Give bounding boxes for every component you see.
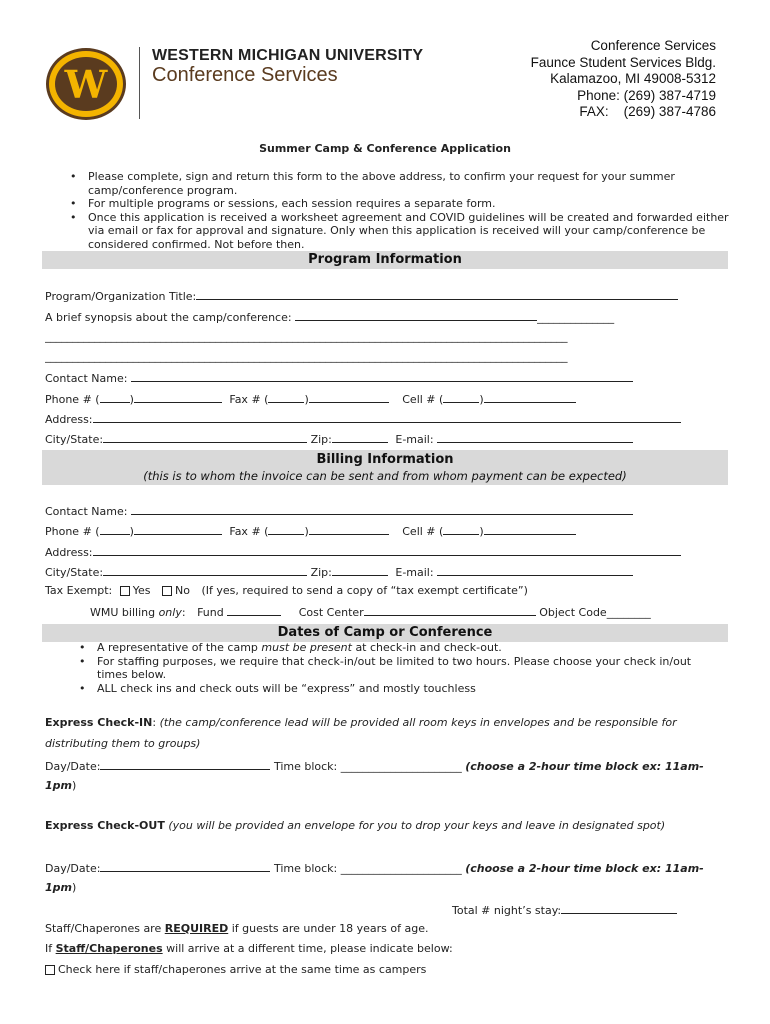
label: No: [175, 584, 190, 597]
text: must be present: [261, 641, 352, 654]
program-title-row: [45, 288, 678, 304]
label: Tax Exempt:: [45, 584, 113, 597]
paren: ): [479, 393, 484, 406]
billing-city-field[interactable]: [103, 564, 307, 576]
label: Zip:: [310, 566, 332, 579]
fund-field[interactable]: [227, 604, 281, 616]
wmu-logo: [46, 48, 126, 120]
paren: ): [72, 881, 77, 894]
tax-no-checkbox[interactable]: [162, 586, 172, 596]
billing-subheading: (this is to whom the invoice can be sent and from whom payment can be expected): [143, 469, 627, 483]
checkout-choose-2: [45, 881, 76, 895]
staff-text: Staff/Chaperones: [55, 942, 163, 955]
label: E-mail:: [395, 433, 434, 446]
object-code-field[interactable]: ________: [606, 606, 651, 619]
billing-fax-area[interactable]: [268, 523, 304, 535]
text: If: [45, 942, 53, 955]
label: Program/Organization Title:: [45, 290, 197, 303]
city-field[interactable]: [103, 431, 307, 443]
paren: ): [304, 525, 309, 538]
checkin-date-row: [45, 758, 704, 774]
checkout-date-row: [45, 860, 704, 876]
synopsis-line-3[interactable]: _______________________________________________________________________________________________: [45, 350, 568, 363]
checkout-label: Express Check-OUT: [45, 819, 165, 832]
checkout-date-field[interactable]: [100, 860, 270, 872]
tax-row: [45, 584, 528, 598]
staff-diff-row: [45, 942, 453, 956]
city-row: [45, 431, 633, 447]
intro-item: • Please complete, sign and return this form to the above address, to confirm your request for your summer camp/conference program.: [64, 170, 732, 197]
paren: ): [129, 393, 134, 406]
cell-field[interactable]: [484, 391, 576, 403]
cell-area-field[interactable]: [443, 391, 479, 403]
label: A brief synopsis about the camp/conference:: [45, 311, 292, 324]
phone-row: [45, 391, 576, 407]
form-title: Summer Camp & Conference Application: [259, 142, 511, 155]
fax-field[interactable]: [309, 391, 389, 403]
tax-yes-checkbox[interactable]: [120, 586, 130, 596]
billing-address-row: [45, 544, 681, 560]
paren: ): [479, 525, 484, 538]
label: Fund: [197, 606, 224, 619]
text: A representative of the camp: [97, 641, 258, 654]
mailing-address: [531, 38, 716, 121]
label: Cost Center: [298, 606, 364, 619]
staff-required-row: [45, 922, 428, 936]
checkin-note-2: distributing them to groups): [45, 737, 201, 750]
address-line: Faunce Student Services Bldg.: [530, 54, 716, 70]
billing-contact-row: [45, 503, 633, 519]
dept-name: Conference Services: [152, 64, 338, 86]
wmu-billing-row: [90, 604, 651, 620]
label: Address:: [45, 546, 93, 559]
address-field[interactable]: [93, 411, 681, 423]
dates-item: • For staffing purposes, we require that check-in/out be limited to two hours. Please choose your check in/out times below.: [73, 655, 713, 682]
address-line: Conference Services: [590, 38, 716, 53]
cost-center-field[interactable]: [364, 604, 536, 616]
contact-name-field[interactable]: [131, 370, 633, 382]
label: WMU billing: [90, 606, 156, 619]
label: Address:: [45, 413, 93, 426]
address-line: Kalamazoo, MI 49008-5312: [550, 71, 716, 86]
synopsis-row: [45, 309, 614, 325]
header-divider: [139, 47, 140, 119]
checkout-heading-row: [45, 819, 665, 833]
nights-row: [452, 902, 677, 918]
label: Fax # (: [229, 393, 269, 406]
billing-address-field[interactable]: [93, 544, 681, 556]
phone-area-field[interactable]: [100, 391, 130, 403]
address-row: [45, 411, 681, 427]
nights-field[interactable]: [561, 902, 677, 914]
fax-area-field[interactable]: [268, 391, 304, 403]
intro-item: • Once this application is received a worksheet agreement and COVID guidelines will be created and forwarded either via email or fax for approval and signature. Only when this application is received will your camp/conference be considered confirmed. Not before then.: [64, 211, 732, 252]
checkin-choose-2: [45, 779, 76, 793]
billing-heading: Billing Information: [316, 452, 454, 467]
label: Contact Name:: [45, 372, 128, 385]
checkin-label: Express Check-IN: [45, 716, 153, 729]
address-line: FAX: (269) 387-4786: [579, 104, 716, 119]
label: Phone # (: [45, 525, 100, 538]
paren: ): [72, 779, 77, 792]
billing-fax-field[interactable]: [309, 523, 389, 535]
billing-zip-field[interactable]: [332, 564, 388, 576]
contact-row: [45, 370, 633, 386]
label: Time block:: [273, 862, 338, 875]
checkout-note: (you will be provided an envelope for you to drop your keys and leave in designated spot): [168, 819, 666, 832]
billing-email-field[interactable]: [437, 564, 633, 576]
label: E-mail:: [395, 566, 434, 579]
logo-letter: W: [55, 57, 117, 111]
blank: ______________: [537, 311, 615, 324]
required-text: REQUIRED: [164, 922, 229, 935]
dates-heading: Dates of Camp or Conference: [42, 624, 728, 642]
label: Total # night’s stay:: [452, 904, 562, 917]
text: Staff/Chaperones are: [45, 922, 162, 935]
billing-cell-area[interactable]: [443, 523, 479, 535]
label: Day/Date:: [45, 862, 101, 875]
checkin-date-field[interactable]: [100, 758, 270, 770]
synopsis-line-2[interactable]: _______________________________________________________________________________________________: [45, 330, 568, 343]
label: Contact Name:: [45, 505, 128, 518]
billing-phone-area[interactable]: [100, 523, 130, 535]
label: City/State:: [45, 433, 104, 446]
program-heading: Program Information: [42, 251, 728, 269]
label: City/State:: [45, 566, 104, 579]
label: Object Code: [539, 606, 607, 619]
checkin-time-field[interactable]: ______________________: [340, 760, 462, 773]
label: only: [158, 606, 182, 619]
address-line: Phone: (269) 387-4719: [577, 87, 716, 103]
label: Cell # (: [402, 393, 444, 406]
label: Phone # (: [45, 393, 100, 406]
checkin-note: (the camp/conference lead will be provided all room keys in envelopes and be responsible for: [159, 716, 677, 729]
billing-city-row: [45, 564, 633, 580]
checkout-time-field[interactable]: ______________________: [340, 862, 462, 875]
label: Yes: [132, 584, 151, 597]
org-name: WESTERN MICHIGAN UNIVERSITY: [152, 47, 424, 64]
same-time-checkbox[interactable]: [45, 965, 55, 975]
billing-phone-field[interactable]: [134, 523, 222, 535]
paren: ): [304, 393, 309, 406]
billing-phone-row: [45, 523, 576, 539]
billing-cell-field[interactable]: [484, 523, 576, 535]
choose-note: (choose a 2-hour time block ex: 11am-: [465, 862, 704, 875]
colon: :: [152, 716, 157, 729]
label: :: [181, 606, 186, 619]
text: will arrive at a different time, please indicate below:: [166, 942, 453, 955]
label: Check here if staff/chaperones arrive at the same time as campers: [58, 963, 427, 976]
tax-note: (If yes, required to send a copy of “tax exempt certificate”): [201, 584, 528, 597]
text: if guests are under 18 years of age.: [231, 922, 429, 935]
label: Zip:: [310, 433, 332, 446]
billing-heading-band: [42, 450, 728, 485]
choose-note: (choose a 2-hour time block ex: 11am-: [465, 760, 704, 773]
label: Time block:: [273, 760, 338, 773]
label: Fax # (: [229, 525, 269, 538]
zip-field[interactable]: [332, 431, 388, 443]
label: Cell # (: [402, 525, 444, 538]
intro-item: • For multiple programs or sessions, each session requires a separate form.: [64, 197, 732, 211]
label: Day/Date:: [45, 760, 101, 773]
email-field[interactable]: [437, 431, 633, 443]
choose-note: 1pm: [45, 881, 72, 894]
billing-contact-field[interactable]: [131, 503, 633, 515]
phone-field[interactable]: [134, 391, 222, 403]
synopsis-field[interactable]: [295, 309, 537, 321]
checkin-heading-row: [45, 716, 677, 730]
dates-item: • ALL check ins and check outs will be “express” and mostly touchless: [73, 682, 713, 696]
choose-note: 1pm: [45, 779, 72, 792]
text: at check-in and check-out.: [355, 641, 502, 654]
paren: ): [129, 525, 134, 538]
program-title-field[interactable]: [196, 288, 678, 300]
dates-list: [73, 641, 713, 695]
intro-list: [64, 170, 732, 252]
dates-item: [73, 641, 713, 655]
same-time-row: [45, 963, 426, 977]
